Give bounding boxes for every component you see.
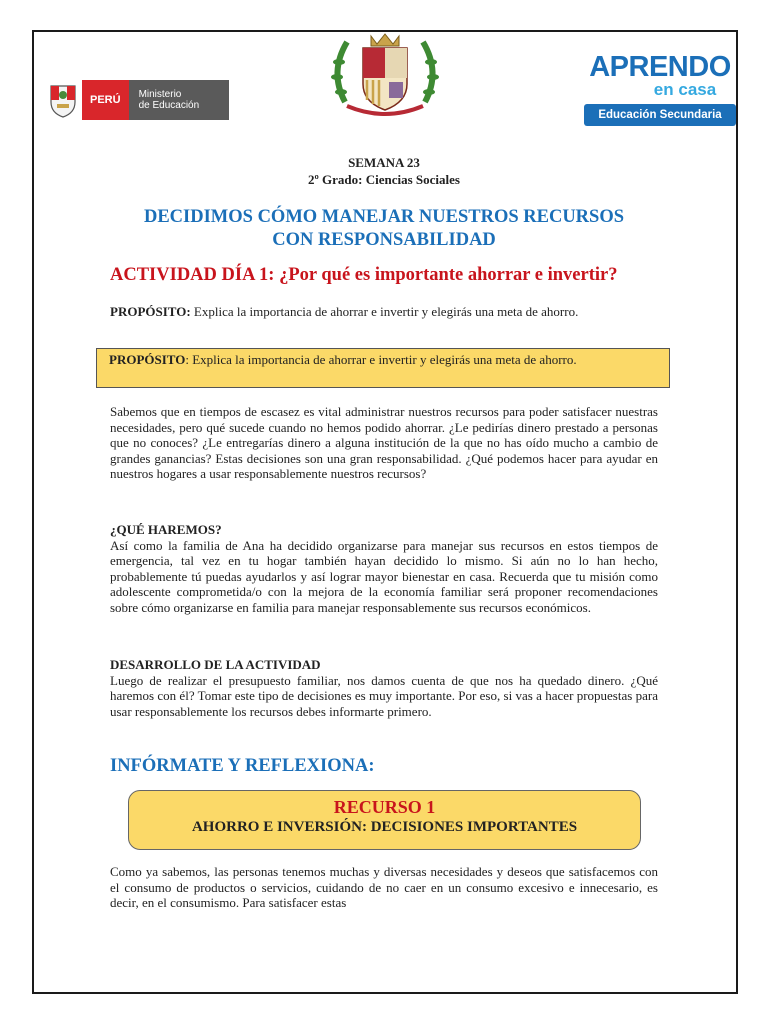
- aprendo-subtitle: en casa: [653, 80, 717, 99]
- ministry-line-1: Ministerio: [138, 89, 182, 100]
- closing-paragraph: Como ya sabemos, las personas tenemos muchas y diversas necesidades y deseos que satisfacemos con el consumo de productos o servicios, cuidando de no caer en un consumo excesivo e innecesario, es decir, en el consumismo. Para satisfacer estas: [110, 864, 658, 910]
- purpose-box-label: PROPÓSITO: [109, 352, 186, 367]
- desarrollo-section: [110, 657, 658, 719]
- ministry-logo: [48, 80, 229, 120]
- recurso-title: RECURSO 1: [333, 797, 436, 817]
- que-haremos-heading: ¿QUÉ HAREMOS?: [110, 522, 222, 537]
- peru-label: PERÚ: [82, 80, 129, 120]
- intro-paragraph: Sabemos que en tiempos de escasez es vital administrar nuestros recursos para poder satisfacer nuestras necesidades, pero qué sucede cuando no hemos podido ahorrar. ¿Le pedirías dinero prestado a personas que no conoces? ¿Le entregarías dinero a alguna institución de la que no has oído mucho a cambio de grandes ganancias? Estas decisiones son una gran responsabilidad. ¿Qué podemos hacer para ayudar en nuestros hogares a usar responsablemente nuestros recursos?: [110, 404, 658, 481]
- grade-label: 2º Grado: Ciencias Sociales: [308, 172, 460, 187]
- desarrollo-text: Luego de realizar el presupuesto familiar, nos damos cuenta de que nos ha quedado dinero. ¿Qué haremos con él? Tomar este tipo de decisiones es muy importante. Por eso, si vas a hacer propuestas para usar responsablemente los recursos debes informarte primero.: [110, 672, 658, 719]
- purpose-highlight-box: [96, 348, 670, 388]
- ministry-line-2: de Educación: [138, 100, 200, 111]
- page-title-line-2: CON RESPONSABILIDAD: [272, 230, 496, 250]
- peru-shield-icon: [48, 82, 78, 118]
- recurso-subtitle: AHORRO E INVERSIÓN: DECISIONES IMPORTANTES: [191, 819, 578, 835]
- desarrollo-heading: DESARROLLO DE LA ACTIVIDAD: [110, 657, 321, 672]
- crest-icon: [325, 32, 445, 118]
- que-haremos-section: [110, 522, 658, 615]
- aprendo-en-casa-logo: [584, 52, 736, 128]
- purpose-box-text: : Explica la importancia de ahorrar e invertir y elegirás una meta de ahorro.: [185, 352, 577, 367]
- ministry-label: [129, 80, 229, 120]
- purpose-label: PROPÓSITO:: [110, 304, 191, 319]
- activity-heading: ACTIVIDAD DÍA 1: ¿Por qué es importante ahorrar e invertir?: [110, 265, 618, 285]
- page-title-line-1: DECIDIMOS CÓMO MANEJAR NUESTROS RECURSOS: [143, 207, 625, 227]
- page-title: [100, 206, 668, 252]
- informate-heading: INFÓRMATE Y REFLEXIONA:: [110, 756, 375, 776]
- que-haremos-text: Así como la familia de Ana ha decidido organizarse para manejar sus recursos en estos tiempos de emergencia, tal vez en tu hogar también hayan decidido lo mismo. Si aún no lo han hecho, probablemente tú puedas ayudarlos y así lograr mayor bienestar en casa. Recuerda que tu misión como adolescente comprometida/o con la mejora de la economía familiar será proponer recomendaciones sobre cómo organizarse en familia para manejar responsablemente sus recursos económicos.: [110, 537, 658, 615]
- recurso-box: [128, 790, 641, 850]
- aprendo-level-bar: Educación Secundaria: [584, 104, 736, 126]
- purpose-text: Explica la importancia de ahorrar e invertir y elegirás una meta de ahorro.: [190, 304, 579, 319]
- week-label: SEMANA 23: [348, 155, 420, 170]
- purpose-paragraph: [110, 304, 658, 320]
- school-crest: [325, 32, 445, 118]
- aprendo-title: APRENDO: [589, 51, 731, 83]
